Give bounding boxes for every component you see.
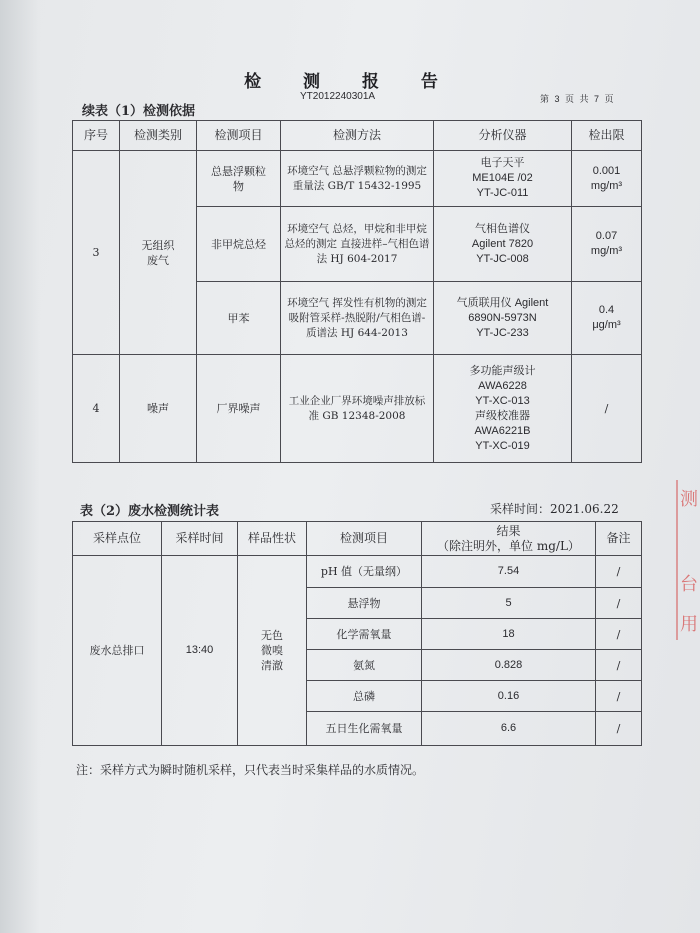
limit-value: 0.07 <box>595 230 618 242</box>
item-cell: 氨氮 <box>307 650 422 681</box>
remark-cell: / <box>596 588 642 619</box>
nature-line: 微嗅 <box>261 644 283 657</box>
instrument-line: 多功能声级计 <box>469 364 536 377</box>
category-cell: 无组织废气 <box>120 151 197 355</box>
item-cell: 总悬浮颗粒物 <box>197 151 281 207</box>
instrument-line: YT-XC-019 <box>475 439 530 452</box>
remark-cell: / <box>596 650 642 681</box>
page-number: 第 3 页 共 7 页 <box>540 94 614 104</box>
instrument-line: 电子天平 <box>480 157 525 169</box>
sample-time-label: 采样时间：2021.06.22 <box>490 502 619 516</box>
item-cell: 化学需氧量 <box>307 619 422 650</box>
header-category: 检测类别 <box>120 121 197 151</box>
instrument-line: ME104E /02 <box>472 172 533 184</box>
item-cell: 非甲烷总烃 <box>197 207 281 282</box>
item-cell: pH 值（无量纲） <box>307 556 422 588</box>
instrument-line: 气质联用仪 Agilent <box>456 296 549 309</box>
detection-basis-table <box>72 120 642 463</box>
method-cell: 工业企业厂界环境噪声排放标准 GB 12348-2008 <box>281 355 434 463</box>
instrument-line: YT-JC-008 <box>476 252 529 265</box>
header-limit: 检出限 <box>572 121 642 151</box>
limit-unit: μg/m³ <box>592 319 621 331</box>
nature-line: 无色 <box>261 629 283 642</box>
method-cell: 环境空气 挥发性有机物的测定 吸附管采样-热脱附/气相色谱-质谱法 HJ 644-2013 <box>281 282 434 355</box>
instrument-line: 气相色谱仪 <box>475 222 530 235</box>
method-cell: 环境空气 总悬浮颗粒物的测定 重量法 GB/T 15432-1995 <box>281 151 434 207</box>
result-cell: 5 <box>422 588 596 619</box>
seq-cell: 4 <box>73 355 120 463</box>
instrument-line: 6890N-5973N <box>468 311 537 324</box>
instrument-line: 声级校准器 <box>475 409 530 422</box>
method-cell: 环境空气 总烃，甲烷和非甲烷总烃的测定 直接进样–气相色谱法 HJ 604-2017 <box>281 207 434 282</box>
seal-stamp-char: 台 <box>680 574 698 595</box>
header-seq: 序号 <box>73 121 120 151</box>
wastewater-table <box>72 521 642 746</box>
header-remark: 备注 <box>596 522 642 556</box>
result-label: 结果 <box>496 523 521 538</box>
header-item: 检测项目 <box>307 522 422 556</box>
limit-unit: mg/m³ <box>590 179 623 192</box>
remark-cell: / <box>596 712 642 746</box>
instrument-line: Agilent 7820 <box>471 237 534 250</box>
table2-caption: 表（2）废水检测统计表 <box>80 504 220 519</box>
header-method: 检测方法 <box>281 121 434 151</box>
report-number: YT2012240301A <box>300 91 376 102</box>
table2-header-row <box>73 522 642 556</box>
header-item: 检测项目 <box>197 121 281 151</box>
table1-header-row <box>73 121 642 151</box>
remark-cell: / <box>596 681 642 712</box>
instrument-cell <box>434 282 572 355</box>
table-row <box>73 151 642 207</box>
limit-cell: / <box>572 355 642 463</box>
header-nature: 样品性状 <box>238 522 307 556</box>
table-row <box>73 355 642 463</box>
instrument-line: AWA6228 <box>478 379 527 392</box>
limit-cell <box>572 207 642 282</box>
instrument-cell <box>434 355 572 463</box>
header-point: 采样点位 <box>73 522 162 556</box>
category-cell: 噪声 <box>120 355 197 463</box>
header-time: 采样时间 <box>162 522 238 556</box>
item-cell: 总磷 <box>307 681 422 712</box>
header-result <box>422 522 596 556</box>
item-cell: 甲苯 <box>197 282 281 355</box>
sampling-note: 注：采样方式为瞬时随机采样，只代表当时采集样品的水质情况。 <box>76 763 425 777</box>
seal-stamp-char: 测 <box>680 489 698 510</box>
sample-nature-cell <box>238 556 307 746</box>
remark-cell: / <box>596 619 642 650</box>
sampling-point-cell: 废水总排口 <box>73 556 162 746</box>
sampling-time-cell: 13:40 <box>162 556 238 746</box>
limit-cell <box>572 282 642 355</box>
instrument-line: AWA6221B <box>474 424 531 437</box>
item-cell: 五日生化需氧量 <box>307 712 422 746</box>
table-row <box>73 556 642 588</box>
seal-stamp-char: 用 <box>680 614 698 635</box>
instrument-line: YT-XC-013 <box>475 394 530 407</box>
remark-cell: / <box>596 556 642 588</box>
nature-line: 清澈 <box>261 659 283 672</box>
result-unit-note: （除注明外，单位 mg/L） <box>437 538 580 553</box>
result-cell: 6.6 <box>422 712 596 746</box>
page-edge-shadow <box>0 0 40 933</box>
result-cell: 0.16 <box>422 681 596 712</box>
limit-unit: mg/m³ <box>590 245 623 257</box>
report-title: 检 测 报 告 <box>244 72 456 92</box>
instrument-cell <box>434 151 572 207</box>
instrument-line: YT-JC-233 <box>476 326 529 339</box>
limit-value: 0.001 <box>592 164 621 177</box>
result-cell: 18 <box>422 619 596 650</box>
item-cell: 悬浮物 <box>307 588 422 619</box>
result-cell: 0.828 <box>422 650 596 681</box>
table1-caption: 续表（1）检测依据 <box>82 104 196 119</box>
result-cell: 7.54 <box>422 556 596 588</box>
instrument-line: YT-JC-011 <box>476 187 529 199</box>
header-instrument: 分析仪器 <box>434 121 572 151</box>
limit-value: 0.4 <box>598 304 615 316</box>
instrument-cell <box>434 207 572 282</box>
limit-cell <box>572 151 642 207</box>
item-cell: 厂界噪声 <box>197 355 281 463</box>
seq-cell: 3 <box>73 151 120 355</box>
